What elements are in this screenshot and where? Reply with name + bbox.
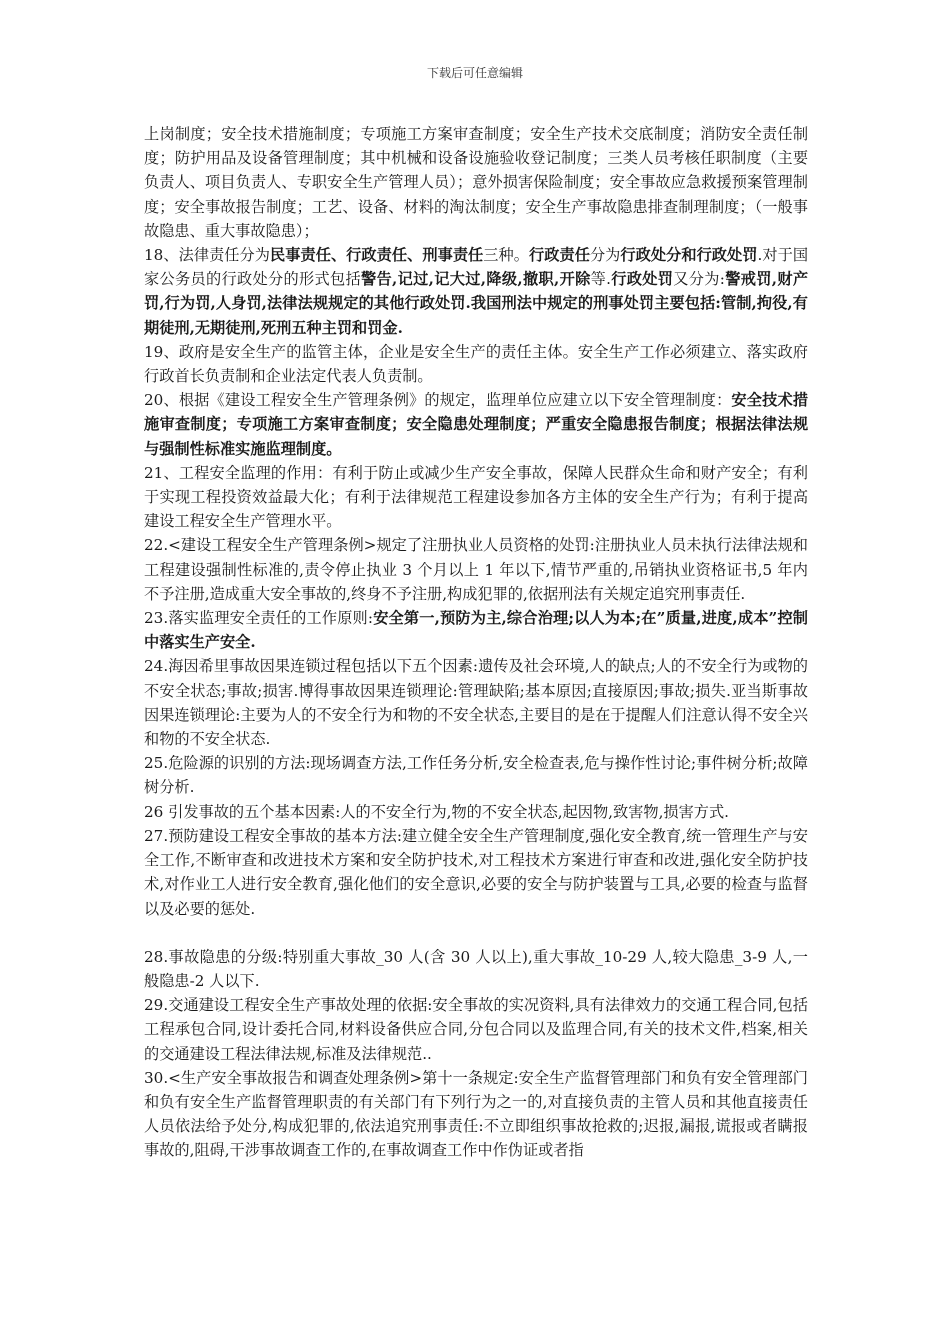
text-run: 24.海因希里事故因果连锁过程包括以下五个因素:遗传及社会环境,人的缺点;人的不安全行为或物的不安全状态;事故;损害.博得事故因果连锁理论:管理缺陷;基本原因;直接原因;事故;损失.亚当斯事故因果连锁理论:主要为人的不安全行为和物的不安全状态,主要目的是在于提醒人们注意认得不安全兴和物的不安全状态.	[144, 657, 808, 749]
text-run: 28.事故隐患的分级:特别重大事故_30 人(含 30 人以上),重大事故_10-29 人,较大隐患_3-9 人,一般隐患-2 人以下.	[144, 947, 808, 990]
text-run: 26 引发事故的五个基本因素:人的不安全行为,物的不安全状态,起因物,致害物,损害方式.	[144, 802, 729, 821]
paragraph	[144, 243, 808, 340]
text-run: 29.交通建设工程安全生产事故处理的依据:安全事故的实况资料,具有法律效力的交通工程合同,包括工程承包合同,设计委托合同,材料设备供应合同,分包合同以及监理合同,有关的技术文件,档案,相关的交通建设工程法律法规,标准及法律规范..	[144, 996, 808, 1063]
paragraph	[144, 122, 808, 243]
bold-text: 行政责任	[529, 246, 590, 265]
paragraph	[144, 751, 808, 799]
paragraph	[144, 654, 808, 751]
paragraph	[144, 461, 808, 534]
paragraph-gap	[144, 921, 808, 945]
text-run: 18、法律责任分为	[144, 246, 271, 265]
paragraph	[144, 945, 808, 993]
text-run: 又分为:	[673, 270, 725, 289]
paragraph	[144, 388, 808, 461]
bold-text: 安全技术措施审查制度；专项施工方案审查制度；安全隐患处理制度；严重安全隐患报告制度；根据法律法规与强制性标准实施监理制度。	[144, 391, 809, 458]
page-header: 下载后可任意编辑	[426, 66, 523, 80]
text-run: 等.	[590, 270, 611, 289]
bold-text: 行政处分和行政处罚	[620, 246, 758, 265]
bold-text: 民事责任、行政责任、刑事责任	[270, 246, 484, 265]
paragraph	[144, 533, 808, 606]
paragraph	[144, 606, 808, 654]
text-run: 27.预防建设工程安全事故的基本方法:建立健全安全生产管理制度,强化安全教育,统一管理生产与安全工作,不断审查和改进技术方案和安全防护技术,对工程技术方案进行审查和改进,强化安全防护技术,对作业工人进行安全教育,强化他们的安全意识,必要的安全与防护装置与工具,必要的检查与监督以及必要的惩处.	[144, 826, 808, 918]
paragraph	[144, 1066, 808, 1163]
paragraph	[144, 340, 808, 388]
bold-text: 警戒罚,财产罚,行为罚,人身罚,法律法规规定的其他行政处罚.我国刑法中规定的刑事处罚主要包括:管制,拘役,有期徒刑,无期徒刑,死刑五种主罚和罚金.	[144, 270, 809, 337]
text-run: 25.危险源的识别的方法:现场调查方法,工作任务分析,安全检查表,危与操作性讨论;事件树分析;故障树分析.	[144, 754, 808, 797]
paragraph	[144, 993, 808, 1066]
document-body	[144, 122, 808, 1163]
text-run: 三种。	[483, 246, 529, 265]
paragraph	[144, 824, 808, 921]
bold-text: 警告,记过,记大过,降级,撤职,开除	[361, 270, 591, 289]
text-run: 分为	[589, 246, 621, 265]
bold-text: 行政处罚	[610, 270, 674, 289]
text-run: 23.落实监理安全责任的工作原则:	[144, 609, 374, 628]
text-run: 19、政府是安全生产的监管主体，企业是安全生产的责任主体。安全生产工作必须建立、落实政府行政首长负责制和企业法定代表人负责制。	[144, 342, 808, 386]
text-run: 30.<生产安全事故报告和调查处理条例>第十一条规定:安全生产监督管理部门和负有安全管理部门和负有安全生产监督管理职责的有关部门有下列行为之一的,对直接负责的主管人员和其他直接责任人员依法给予处分,构成犯罪的,依法追究刑事责任:不立即组织事故抢救的;迟报,漏报,谎报或者瞒报事故的,阻碍,干涉事故调查工作的,在事故调查工作中作伪证或者指	[144, 1068, 808, 1160]
bold-text: 安全第一,预防为主,综合治理;以人为本;在”质量,进度,成本”控制中落实生产安全.	[144, 609, 808, 652]
text-run: 21、工程安全监理的作用：有利于防止或减少生产安全事故，保障人民群众生命和财产安全；有利于实现工程投资效益最大化；有利于法律规范工程建设参加各方主体的安全生产行为；有利于提高建设工程安全生产管理水平。	[144, 463, 808, 531]
text-run: .对于国家公务员的行政处分的形式包括	[144, 246, 809, 289]
text-run: 上岗制度；安全技术措施制度；专项施工方案审查制度；安全生产技术交底制度；消防安全责任制度；防护用品及设备管理制度；其中机械和设备设施验收登记制度；三类人员考核任职制度（主要负责人、项目负责人、专职安全生产管理人员）；意外损害保险制度；安全事故应急救援预案管理制度；安全事故报告制度；工艺、设备、材料的淘汰制度；安全生产事故隐患排查制理制度；（一般事故隐患、重大事故隐患）；	[144, 125, 808, 240]
text-run: 20、根据《建设工程安全生产管理条例》的规定，监理单位应建立以下安全管理制度：	[144, 391, 732, 410]
paragraph	[144, 800, 808, 824]
text-run: 22.<建设工程安全生产管理条例>规定了注册执业人员资格的处罚:注册执业人员未执行法律法规和工程建设强制性标准的,责令停止执业 3 个月以上 1 年以下,情节严重的,吊销执业资格证书,5 年内不予注册,造成重大安全事故的,终身不予注册,构成犯罪的,依据刑法有关规定追究刑事责任.	[144, 536, 808, 603]
